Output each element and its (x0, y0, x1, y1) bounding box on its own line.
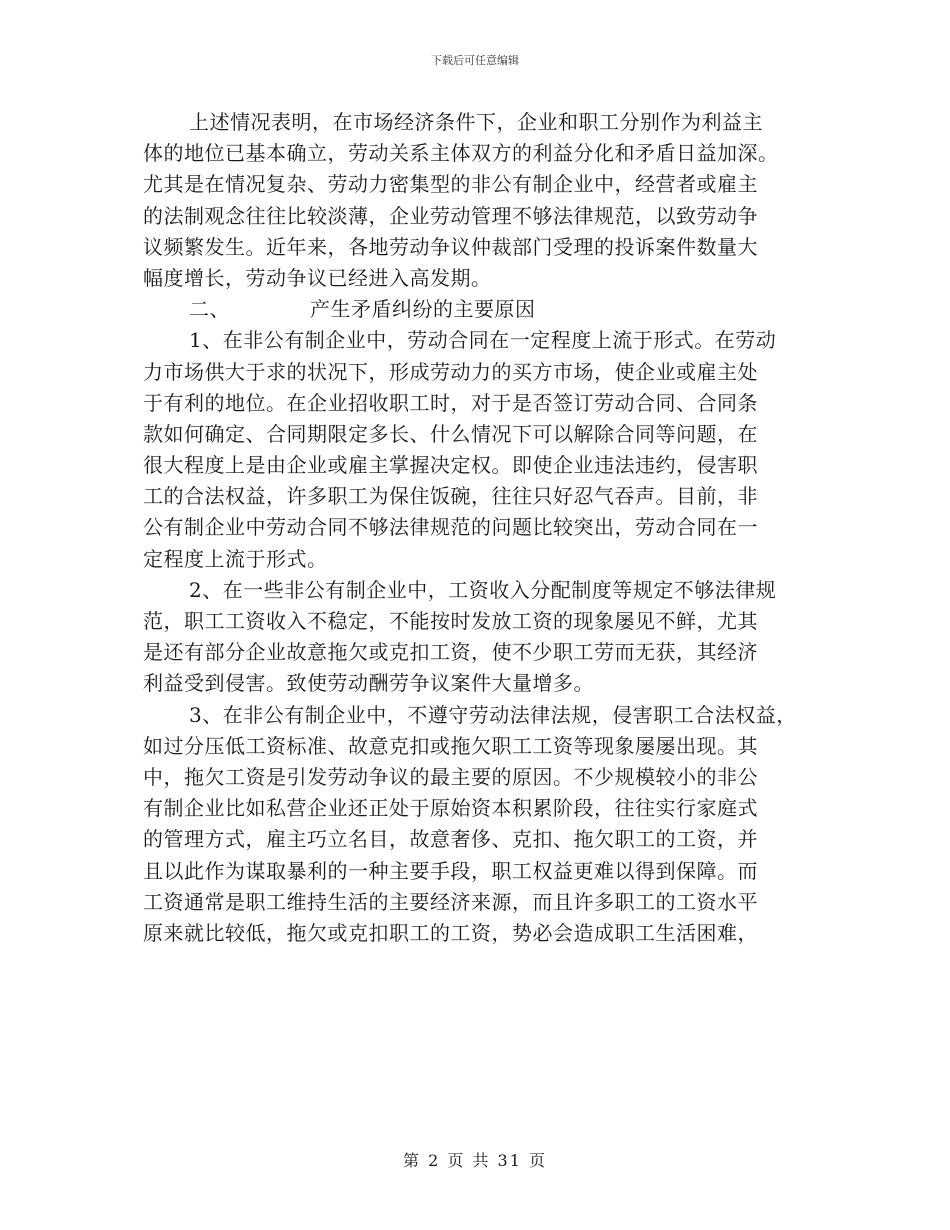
paragraph-point-3 (143, 700, 813, 950)
text-line: 的管理方式，雇主巧立名目，故意奢侈、克扣、拖欠职工的工资，并 (143, 827, 758, 852)
section-heading-number: 二、 (189, 297, 230, 322)
page-header: 下载后可任意编辑 (431, 54, 519, 67)
text-line: 原来就比较低，拖欠或克扣职工的工资，势必会造成职工生活困难， (143, 920, 758, 945)
text-line: 工的合法权益，许多职工为保住饭碗，往往只好忍气吞声。目前，非 (143, 484, 758, 509)
text-line: 力市场供大于求的状况下，形成劳动力的买方市场，使企业或雇主处 (143, 359, 758, 384)
text-line: 款如何确定、合同期限定多长、什么情况下可以解除合同等问题，在 (143, 421, 758, 446)
text-line: 是还有部分企业故意拖欠或克扣工资，使不少职工劳而无获，其经济 (143, 640, 758, 665)
text-line: 很大程度上是由企业或雇主掌握决定权。即使企业违法违约，侵害职 (143, 453, 758, 478)
text-line: 有制企业比如私营企业还正处于原始资本积累阶段，往往实行家庭式 (143, 796, 758, 821)
page-footer: 第 2 页 共 31 页 (403, 1151, 547, 1170)
text-line: 议频繁发生。近年来，各地劳动争议仲裁部门受理的投诉案件数量大 (143, 234, 758, 259)
text-line: 于有利的地位。在企业招收职工时，对于是否签订劳动合同、合同条 (143, 390, 758, 415)
text-line: 如过分压低工资标准、故意克扣或拖欠职工工资等现象屡屡出现。其 (143, 733, 758, 758)
text-line: 利益受到侵害。致使劳动酬劳争议案件大量增多。 (143, 671, 594, 696)
text-line: 公有制企业中劳动合同不够法律规范的问题比较突出，劳动合同在一 (143, 515, 758, 540)
text-line: 3、在非公有制企业中，不遵守劳动法律法规，侵害职工合法权益， (189, 702, 797, 727)
section-heading (143, 294, 813, 325)
text-line: 工资通常是职工维持生活的主要经济来源，而且许多职工的工资水平 (143, 889, 758, 914)
text-line: 1、在非公有制企业中，劳动合同在一定程度上流于形式。在劳动 (189, 328, 777, 353)
section-heading-title: 产生矛盾纠纷的主要原因 (310, 297, 536, 322)
text-line: 范，职工工资收入不稳定，不能按时发放工资的现象屡见不鲜，尤其 (143, 609, 758, 633)
document-body (143, 107, 813, 949)
text-line: 幅度增长，劳动争议已经进入高发期。 (143, 265, 492, 290)
text-line: 尤其是在情况复杂、劳动力密集型的非公有制企业中，经营者或雇主 (143, 172, 758, 197)
paragraph-point-2 (143, 575, 813, 700)
text-line: 且以此作为谋取暴利的一种主要手段，职工权益更难以得到保障。而 (143, 858, 758, 883)
paragraph-1 (143, 107, 813, 294)
text-line: 体的地位已基本确立，劳动关系主体双方的利益分化和矛盾日益加深。 (143, 141, 779, 166)
text-line: 上述情况表明，在市场经济条件下，企业和职工分别作为利益主 (189, 110, 763, 134)
text-line: 的法制观念往往比较淡薄，企业劳动管理不够法律规范，以致劳动争 (143, 203, 758, 228)
text-line: 中，拖欠工资是引发劳动争议的最主要的原因。不少规模较小的非公 (143, 764, 758, 789)
text-line: 2、在一些非公有制企业中，工资收入分配制度等规定不够法律规 (189, 577, 777, 602)
paragraph-point-1 (143, 325, 813, 575)
text-line: 定程度上流于形式。 (143, 546, 328, 571)
